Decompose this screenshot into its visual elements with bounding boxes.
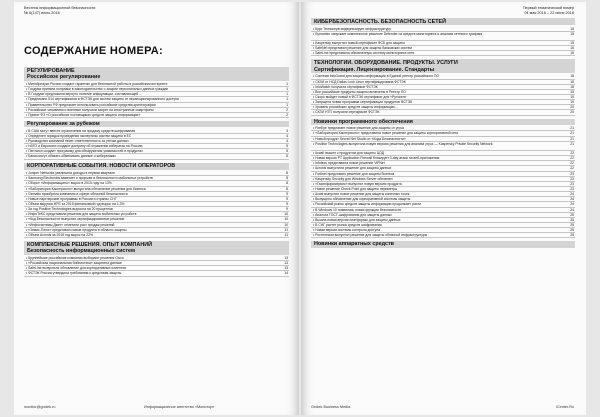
toc-entry-page: 13 — [284, 256, 288, 260]
toc-entry-page: 1 — [286, 92, 288, 97]
toc-entry-page: 3 — [286, 128, 288, 133]
section-subtitle: Российское регулирование — [24, 74, 289, 80]
toc-entry-text: • Symantec запускает комплексное решение Defender из средств мониторинга и анализа сетевого трафика — [313, 31, 483, 36]
toc-entry-page: 4 — [286, 133, 288, 138]
toc-entry-page: 21 — [570, 131, 574, 136]
toc-entry-page: 21 — [570, 136, 574, 141]
toc-entry-text: • Пентагон создает программу для обнаружения уязвимостей в продуктах — [26, 149, 143, 154]
toc-entry-text: • СКЗИ НТП получили сертификат ФСТЭК — [313, 110, 380, 115]
toc-entry-page: 24 — [570, 207, 574, 212]
toc-entry-page: 24 — [570, 202, 574, 207]
toc-entry-page: 25 — [570, 228, 574, 233]
toc-entry-text: • «Элвис-Плюс» представил новые продукты в области защиты — [26, 227, 127, 232]
left-header-line2: № 6(147) июнь 2016 — [24, 10, 60, 15]
toc-entry-text: • Предписано 514 сертификатов в ФСТЭК для систем защиты от несанкционированного доступа — [26, 97, 179, 102]
section-subtitle: Безопасность информационных систем — [24, 248, 289, 254]
section-subtitle: Сертификация. Лицензирование. Стандарты — [311, 67, 575, 73]
toc-entry-page: 25 — [570, 233, 574, 238]
toc-entry-page: 22 — [570, 156, 574, 161]
toc-entry-page: 13 — [284, 261, 288, 266]
toc-entry[interactable] — [24, 271, 289, 276]
toc-entry-page: 21 — [570, 141, 574, 146]
left-header-line1: Вестник информационной безопасности — [24, 6, 96, 10]
toc-entry-page: 22 — [570, 166, 574, 171]
toc-entry[interactable] — [311, 110, 575, 115]
toc-entry-text: • FireEye предлагает новое решение для защиты от угроз — [313, 126, 404, 131]
toc-entry-page: 15 — [570, 41, 574, 46]
toc-entry-page: 8 — [286, 176, 288, 181]
toc-entry-page: 24 — [570, 197, 574, 202]
toc-entry-page: 13 — [284, 266, 288, 271]
toc-entry-page: 2 — [286, 107, 288, 112]
toc-entry-text: • Курс Техносерв модернизирует инфраструктуру — [313, 26, 391, 31]
toc-entry-text: • НАТО и Евросоюз создают доктрину об отражении кибератак на Россию — [26, 144, 143, 149]
toc-entry-page: 2 — [286, 112, 288, 117]
toc-entry-page: 1 — [286, 81, 288, 86]
toc-entry-page: 9 — [286, 202, 288, 207]
toc-entry-page: 16 — [570, 51, 574, 56]
toc-entry-text: • Positive Technologies выпустила новую версию решения для анализа угроз — Kaspersky Private Security Network — [313, 141, 493, 146]
toc-entry-page: 5 — [286, 144, 288, 149]
toc-entry-page: 4 — [286, 139, 288, 144]
toc-entry-page: 19 — [570, 100, 574, 105]
toc-entry-text: • ИнфоТеКС представила решения для защиты мобильных устройств — [26, 212, 137, 217]
toc-entry-page: 20 — [570, 105, 574, 110]
section-title: КОМПЛЕКСНЫЕ РЕШЕНИЯ. ОПЫТ КОМПАНИЙ — [24, 241, 289, 248]
toc-entry-text: • Kaspersky Security для Windows Server обновлен — [313, 176, 393, 181]
section-title: ТЕХНОЛОГИИ. ОБОРУДОВАНИЕ. ПРОДУКТЫ. УСЛУГИ — [311, 59, 575, 66]
toc-rows — [24, 129, 289, 160]
magazine-spread — [14, 2, 586, 415]
toc-entry-text: • Минобрнауки России создаст гарантию для безопасной работы в российском интернете — [26, 81, 168, 86]
toc-rows — [24, 256, 289, 277]
toc-entry-text: • SafeLine выпустила обновление для корпоративных клиентов — [26, 266, 126, 271]
toc-entry-text: • В Windows 10 появилась новая функция безопасности — [313, 207, 402, 212]
toc-entry-page: 23 — [570, 181, 574, 186]
toc-entry-text: • Объем выручки HPE за 2015 финансовый год вырос на 1,3% — [26, 202, 125, 207]
toc-entry-text: • SafeNet представил решение для защиты банковских систем — [313, 46, 412, 51]
toc-entry-text: • Оборот «Информзащиты» вырос в 2015 году на 13% — [26, 181, 112, 186]
toc-entry-text: • В Госдуме предложили вернуть понятие информации, составляющей ... — [26, 92, 142, 97]
toc-entry-text: • InfoWatch получила сертификат ФСТЭК — [313, 84, 378, 89]
toc-entry-text: • Российские чиновники и военные получили запрет на иностранные смартфоны — [26, 107, 154, 112]
toc-entry-text: • Вышла новая версия платформы для защиты данных — [313, 217, 401, 222]
toc-entry-page: 24 — [570, 192, 574, 197]
section-subtitle: Новинки программного обеспечения — [311, 119, 575, 125]
toc-entry-text: • Руководство компаний несет ответственность за утечки данных — [26, 139, 129, 144]
toc-entry-text: • Kaspersky выпустил новый сертификат ФСБ для защиты — [313, 41, 405, 46]
toc-entry-text: • «Лаборатория Касперского» выпустила обновление решения для бизнеса — [26, 186, 146, 191]
toc-entry-page: 9 — [286, 196, 288, 201]
section-subtitle: Регулирование за рубежом — [24, 121, 289, 127]
right-page-header — [523, 6, 574, 15]
toc-entry-text: • «Газинформсервис» выпустил новую версию продукта — [313, 181, 402, 186]
toc-entry-page: 18 — [570, 74, 574, 79]
toc-entry-page: 5 — [286, 154, 288, 159]
page-title: СОДЕРЖАНИЕ НОМЕРА: — [24, 45, 163, 57]
right-toc — [311, 15, 575, 249]
toc-entry-text: • Объем Acronis за 2015 год вырос на 22% — [26, 232, 94, 237]
right-footer-publisher: Grotek Business Media — [311, 405, 351, 409]
toc-entry-page: 21 — [570, 126, 574, 131]
toc-entry-page: 1 — [286, 102, 288, 107]
toc-entry-page: 10 — [284, 212, 288, 217]
toc-entry-text: • Juniper Networks увеличила доходы в первом квартале — [26, 171, 115, 176]
toc-entry[interactable] — [24, 113, 289, 118]
toc-entry-text: • Fortinet представил решение для защиты бизнеса — [313, 171, 395, 176]
toc-entry-page: 25 — [570, 217, 574, 222]
toc-entry-text: • Gemalto приобрела компанию в сфере облачной безопасности — [26, 191, 128, 196]
toc-entry-page: 23 — [570, 176, 574, 181]
toc-entry-page: 1 — [286, 97, 288, 102]
toc-entry[interactable] — [311, 142, 575, 151]
toc-entry-page: 1 — [286, 87, 288, 92]
toc-rows — [24, 82, 289, 118]
section-title: КОРПОРАТИВНЫЕ СОБЫТИЯ. НОВОСТИ ОПЕРАТОРОВ — [24, 163, 289, 170]
toc-rows — [311, 126, 575, 238]
toc-entry-page: 20 — [570, 110, 574, 115]
toc-entry-text: • ФСТЭК России утвердила требования к средствам защиты — [26, 271, 122, 276]
toc-entry-text: • Госдума приняла поправки в законодательство о защите персональных данных граждан — [26, 87, 169, 92]
left-footer-email: monitor@grotek.ru — [24, 405, 56, 409]
toc-entry[interactable] — [24, 154, 289, 159]
toc-entry-text: • За год Positive Technologies выросла на 20 процентов — [26, 207, 113, 212]
toc-entry-page: 11 — [284, 232, 288, 237]
toc-entry-page: 15 — [570, 31, 574, 36]
toc-entry-page: 16 — [570, 46, 574, 51]
toc-entry-text: • Уровень российских средств защиты информации ... — [313, 105, 399, 110]
toc-entry-page: 22 — [570, 161, 574, 166]
toc-entry-page: 18 — [570, 79, 574, 84]
toc-entry-text: • Infotecs представила новое решение ViPNet — [313, 161, 385, 166]
toc-entry-text: • Ростелеком выпустил решение для защиты облачной инфраструктуры — [313, 233, 428, 238]
toc-entry-page: 10 — [284, 217, 288, 222]
toc-entry-page: 11 — [284, 227, 288, 232]
toc-entry-page: 19 — [570, 89, 574, 94]
toc-entry-text: • Крупнейшие российские компании выбирают решения Cisco — [26, 256, 124, 260]
toc-entry-page: 15 — [570, 26, 574, 31]
toc-entry-text: • Правительство РФ предлагает использовать российские средства криптографии — [26, 102, 156, 107]
toc-entry-text: • Принят ФЗ «О российских поставщиках средств защиты информации» — [26, 112, 141, 117]
toc-entry-text: • Avast выпустил новое решение для защиты конечных точек — [313, 192, 410, 197]
toc-entry-page: 19 — [570, 94, 574, 99]
toc-entry-page: 8 — [286, 186, 288, 191]
toc-entry-page: 18 — [570, 84, 574, 89]
toc-entry-text: • «Код Безопасности» выпустил сертифицированное решение — [26, 217, 125, 222]
toc-entry[interactable] — [24, 233, 289, 238]
toc-rows — [311, 27, 575, 57]
toc-entry-text: • Система InfoGuard для защиты информации в Единой реестр российского ПО — [313, 74, 440, 79]
toc-entry-text: • Скоро выйдет новый в ФСТЭК сертификат для «Рутокен» — [313, 94, 407, 99]
toc-entry-page: 23 — [570, 187, 574, 192]
toc-entry-page: 9 — [286, 191, 288, 196]
toc-entry-text: • Все российские продукты защиты включены в Реестр ПО — [313, 89, 406, 94]
toc-entry-page: 10 — [284, 222, 288, 227]
right-page — [301, 2, 586, 415]
toc-entry[interactable] — [311, 51, 575, 56]
toc-entry-text: • В СНГ растет рынок средств шифрования — [313, 223, 382, 228]
toc-entry-page: 8 — [286, 181, 288, 186]
toc-entry-page: 25 — [570, 223, 574, 228]
left-page — [14, 2, 299, 415]
toc-entry-text: • Новое решение Check Point для защиты периметра — [313, 187, 397, 192]
toc-entry-page: 14 — [284, 271, 288, 276]
toc-entry-text: • В США могут ввести ограничения на продажу средств шифрования — [26, 128, 135, 133]
section-title: КИБЕРБЕЗОПАСНОСТЬ. БЕЗОПАСНОСТЬ СЕТЕЙ — [311, 18, 575, 25]
right-header-line1: Первый тематический номер — [522, 6, 574, 10]
toc-rows — [311, 74, 575, 115]
toc-entry-text: • Запущена новая программа сертификации продуктов ФСТЭК — [313, 100, 413, 105]
toc-rows — [24, 171, 289, 238]
toc-entry-text: • Определен порядок проведения экспертизы систем защиты в ЕС — [26, 133, 132, 138]
toc-entry-text: • Avast! вышел с продуктом для защиты ЦОД — [313, 151, 385, 156]
toc-entry-text: • Acronis выпустила решение для защиты данных — [313, 166, 392, 171]
toc-entry-text: • Samsung Electronics заявляет о прорыве в безопасности мобильных устройств — [26, 176, 153, 181]
toc-entry[interactable] — [311, 233, 575, 238]
toc-entry-page: 22 — [570, 151, 574, 156]
toc-entry-page: 25 — [570, 212, 574, 217]
toc-entry-text: • СКЗИ от НСД Dallas Lock Linux сертифицирована ФСТЭК — [313, 79, 406, 84]
section-title: РЕГУЛИРОВАНИЕ — [24, 67, 289, 74]
right-header-line2: 04 мая 2016 – 22 июня 2016 — [524, 10, 574, 15]
toc-entry[interactable] — [311, 32, 575, 41]
toc-entry-page: 5 — [286, 149, 288, 154]
toc-entry-text: • Российский рынок средств защиты информации продолжает расти — [313, 202, 421, 207]
toc-entry-text: • «Российская национальная библиотека» защитила данные — [26, 261, 122, 266]
toc-entry-text: • Новая версия PT Application Firewall блокирует 0-day атаки на веб-приложения — [313, 156, 440, 161]
left-footer-agency: Информационное агентство «Монитор» — [144, 405, 215, 409]
toc-entry-text: • Новый продукт Secret Net Studio от «Кода Безопасности» — [313, 136, 406, 141]
toc-entry-page: 9 — [286, 207, 288, 212]
toc-entry-page: 8 — [286, 171, 288, 176]
toc-entry-text: • Аналоги ГОСТ-шифрования для защиты данных — [313, 212, 392, 217]
left-toc — [24, 64, 289, 277]
toc-entry-page: 23 — [570, 171, 574, 176]
toc-entry-text: • SafeLine представила обновленную систему мониторинга сети — [313, 51, 415, 56]
section-subtitle: Новинки аппаратных средств — [311, 241, 575, 247]
right-footer-site: iCenter.Ru — [556, 405, 574, 409]
toc-entry-text: • Новые партнерские программы в России и странах СНГ — [26, 196, 117, 201]
left-page-header — [24, 6, 95, 15]
toc-entry-text: • Банки могут обязать обменивать данные о кибератаках — [26, 154, 116, 159]
toc-entry-text: • Выпущено обновление для корпоративной системы защиты — [313, 197, 411, 202]
toc-entry-text: • «Лаборатория Касперского» представила новое решение для защиты корпоративной сети — [313, 131, 459, 136]
toc-entry-text: • Новая версия системы контроля доступа — [313, 228, 381, 233]
toc-entry-text: • «Инфосистемы Джет» отметили рост продаж решений — [26, 222, 115, 227]
